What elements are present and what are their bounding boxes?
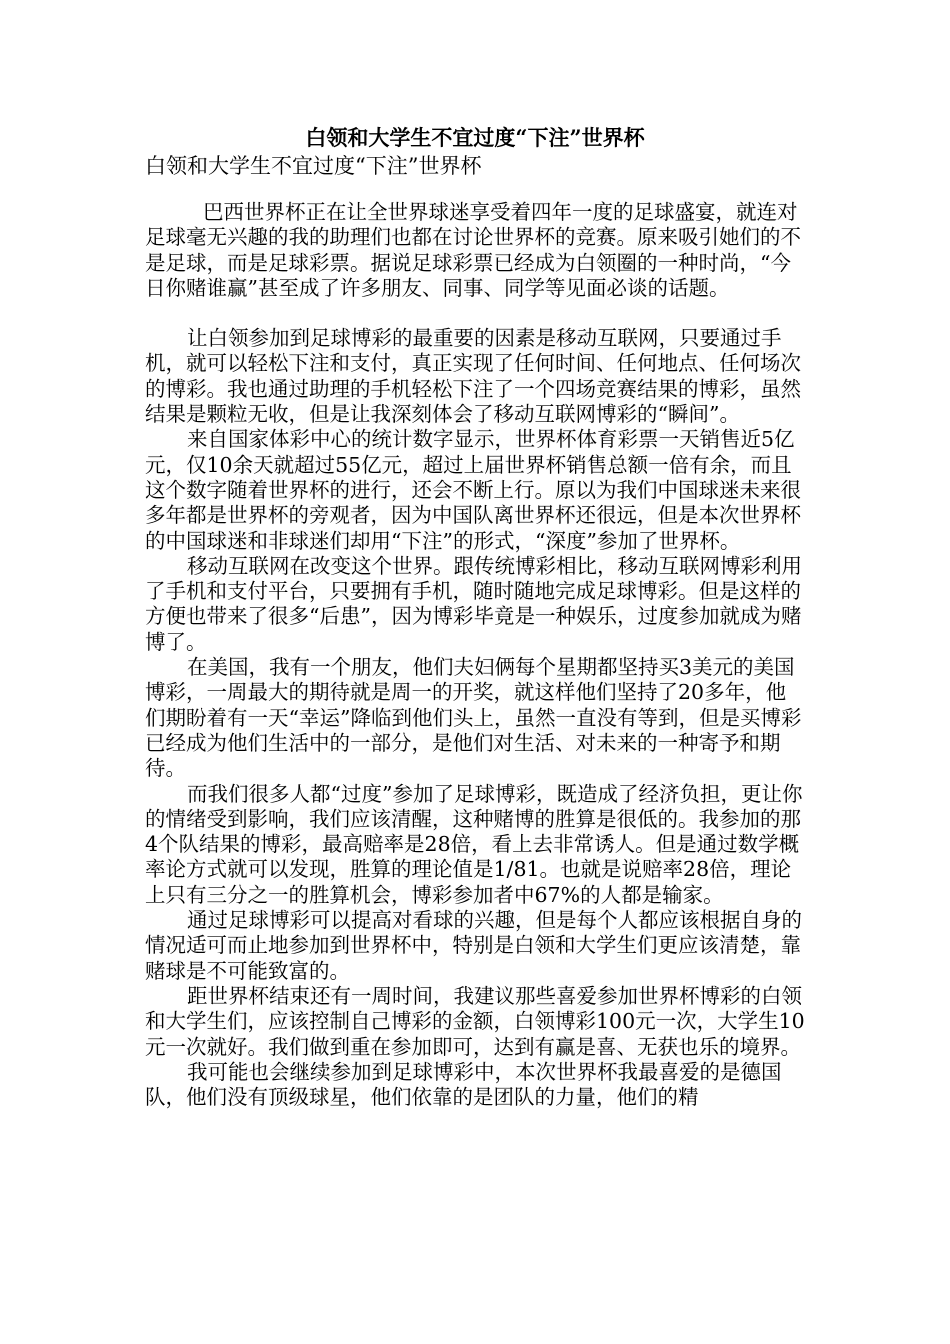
paragraph: 通过足球博彩可以提高对看球的兴趣，但是每个人都应该根据自身的情况适可而止地参加到世界杯中，特别是白领和大学生们更应该清楚，靠赌球是不可能致富的。 [145,908,802,983]
document-title: 白领和大学生不宜过度“下注”世界杯 [305,125,645,150]
paragraph: 而我们很多人都“过度”参加了足球博彩，既造成了经济负担，更让你的情绪受到影响，我们应该清醒，这种赌博的胜算是很低的。我参加的那4个队结果的博彩，最高赔率是28倍，看上去非常诱人。但是通过数学概率论方式就可以发现，胜算的理论值是1/81。也就是说赔率28倍，理论上只有三分之一的胜算机会，博彩参加者中67%的人都是输家。 [145,781,803,907]
paragraph: 巴西世界杯正在让全世界球迷享受着四年一度的足球盛宴，就连对足球毫无兴趣的我的助理们也都在讨论世界杯的竞赛。原来吸引她们的不是足球，而是足球彩票。据说足球彩票已经成为白领圈的一种时尚，“今日你赌谁赢”甚至成了许多朋友、同事、同学等见面必谈的话题。 [145,200,801,300]
paragraph: 移动互联网在改变这个世界。跟传统博彩相比，移动互联网博彩利用了手机和支付平台，只要拥有手机，随时随地完成足球博彩。但是这样的方便也带来了很多“后患”，因为博彩毕竟是一种娱乐，过度参加就成为赌博了。 [145,553,802,654]
document-subtitle: 白领和大学生不宜过度“下注”世界杯 [145,154,482,178]
paragraph: 我可能也会继续参加到足球博彩中，本次世界杯我最喜爱的是德国队，他们没有顶级球星，他们依靠的是团队的力量，他们的精 [145,1059,782,1110]
paragraph: 在美国，我有一个朋友，他们夫妇俩每个星期都坚持买3美元的美国博彩，一周最大的期待就是周一的开奖，就这样他们坚持了20多年，他们期盼着有一天“幸运”降临到他们头上，虽然一直没有等到，但是买博彩已经成为他们生活中的一部分，是他们对生活、对未来的一种寄予和期待。 [145,655,802,781]
paragraph: 来自国家体彩中心的统计数字显示，世界杯体育彩票一天销售近5亿元，仅10余天就超过55亿元，超过上届世界杯销售总额一倍有余，而且这个数字随着世界杯的进行，还会不断上行。原以为我们中国球迷未来很多年都是世界杯的旁观者，因为中国队离世界杯还很远，但是本次世界杯的中国球迷和非球迷们却用“下注”的形式，“深度”参加了世界杯。 [145,427,801,553]
document-body [145,200,805,1110]
paragraph: 距世界杯结束还有一周时间，我建议那些喜爱参加世界杯博彩的白领和大学生们，应该控制自己博彩的金额，白领博彩100元一次，大学生10元一次就好。我们做到重在参加即可，达到有赢是喜、无获也乐的境界。 [145,983,805,1059]
paragraph: 让白领参加到足球博彩的最重要的因素是移动互联网，只要通过手机，就可以轻松下注和支付，真正实现了任何时间、任何地点、任何场次的博彩。我也通过助理的手机轻松下注了一个四场竞赛结果的博彩，虽然结果是颗粒无收，但是让我深刻体会了移动互联网博彩的“瞬间”。 [145,326,801,427]
